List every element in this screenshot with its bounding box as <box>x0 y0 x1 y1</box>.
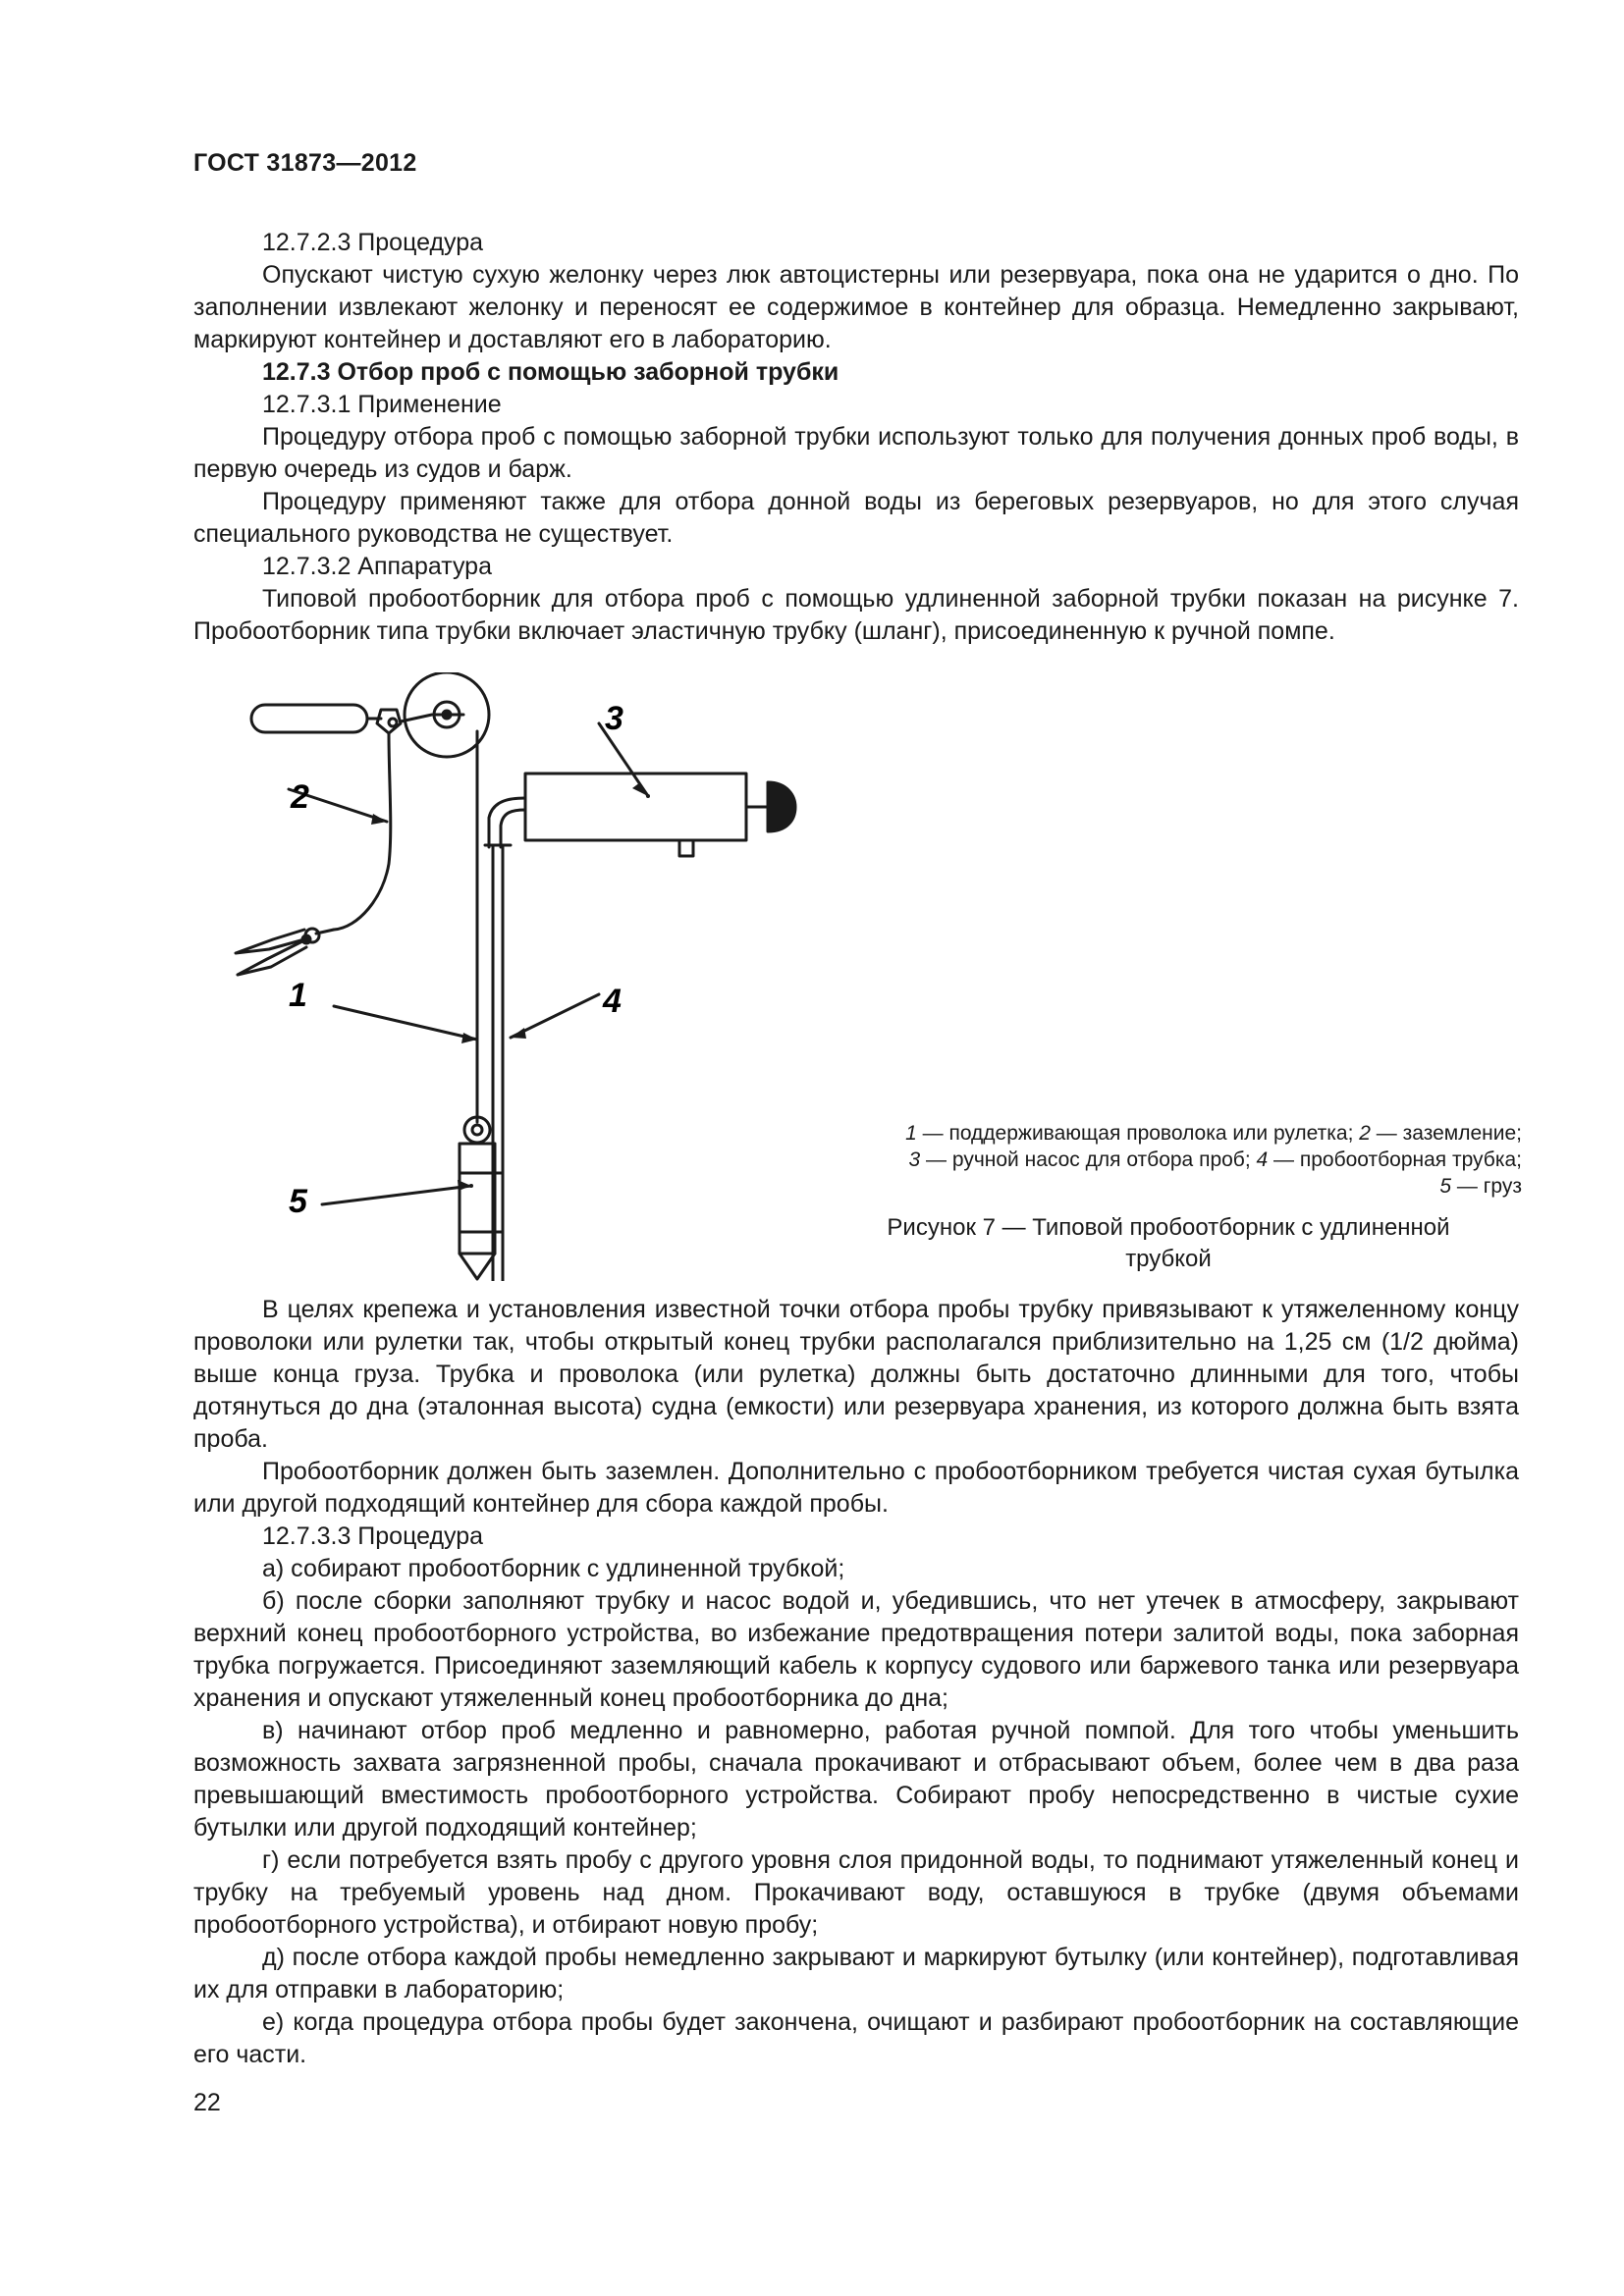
paragraph: д) после отбора каждой пробы немедленно закрывают и маркируют бутылку (или контейнер), подготавливая их для отправки в лабораторию; <box>193 1944 1519 2003</box>
figure-label-1: 1 <box>289 977 307 1014</box>
body-text-bottom <box>193 1294 1519 2071</box>
figure-label-4: 4 <box>603 983 622 1020</box>
paragraph: 12.7.3.3 Процедура <box>262 1522 484 1550</box>
legend-num: 4 <box>1256 1148 1269 1171</box>
paragraph: Опускают чистую сухую желонку через люк автоцистерны или резервуара, пока она не ударится о дно. По заполнении извлекают желонку и переносят ее содержимое в контейнер для образца. Немедленно закрывают, маркируют контейнер и доставляют его в лабораторию. <box>193 261 1519 353</box>
hand-pump <box>525 774 746 840</box>
legend-text: — ручной насос для отбора проб; <box>920 1148 1257 1171</box>
legend-num: 2 <box>1359 1122 1371 1145</box>
legend-text: — пробоотборная трубка; <box>1268 1148 1522 1171</box>
figure-legend <box>815 1120 1522 1200</box>
paragraph: Процедуру отбора проб с помощью заборной трубки используют только для получения донных проб воды, в первую очередь из судов и барж. <box>193 423 1519 483</box>
paragraph: В целях крепежа и установления известной точки отбора пробы трубку привязывают к утяжеленному концу проволоки или рулетки так, чтобы открытый конец трубки располагался приблизительно на 1,25 см (1/2 дюйма) выше конца груза. Трубка и проволока (или рулетка) должны быть достаточно длинными для того, чтобы дотянуться до дна (эталонная высота) судна (емкости) или резервуара хранения, из которого должна быть взята проба. <box>193 1296 1519 1453</box>
ground-cable <box>334 733 391 930</box>
paragraph: 12.7.2.3 Процедура <box>262 229 484 256</box>
reel-handle <box>251 705 367 732</box>
legend-text: — груз <box>1451 1175 1522 1198</box>
page-number: 22 <box>193 2089 221 2116</box>
paragraph: а) собирают пробоотборник с удлиненной трубкой; <box>262 1555 845 1582</box>
figure-caption: Рисунок 7 — Типовой пробоотборник с удлиненной трубкой <box>887 1214 1450 1272</box>
paragraph: Типовой пробоотборник для отбора проб с помощью удлиненной заборной трубки показан на рисунке 7. Пробоотборник типа трубки включает эластичную трубку (шланг), присоединенную к ручной помпе. <box>193 585 1519 645</box>
paragraph: б) после сборки заполняют трубку и насос водой и, убедившись, что нет утечек в атмосферу, закрывают верхний конец пробоотборного устройства, во избежание предотвращения потери залитой воды, пока заборная трубка погружается. Присоединяют заземляющий кабель к корпусу судового или баржевого танка или резервуара хранения и опускают утяжеленный конец пробоотборника до дна; <box>193 1587 1519 1712</box>
legend-num: 5 <box>1439 1175 1452 1198</box>
figure-label-3: 3 <box>605 700 623 737</box>
paragraph: е) когда процедура отбора пробы будет закончена, очищают и разбирают пробоотборник на составляющие его части. <box>193 2008 1519 2068</box>
weight <box>460 1144 495 1254</box>
paragraph: г) если потребуется взять пробу с другого уровня слоя придонной воды, то поднимают утяжеленный конец и трубку на требуемый уровень над дном. Прокачивают воду, оставшуюся в трубке (двумя объемами пробоотборного устройства), и отбирают новую пробу; <box>193 1846 1519 1939</box>
paragraph: 12.7.3.1 Применение <box>262 391 502 418</box>
section-heading: 12.7.3 Отбор проб с помощью заборной трубки <box>262 358 839 386</box>
legend-num: 1 <box>905 1122 917 1145</box>
paragraph: 12.7.3.2 Аппаратура <box>262 553 492 580</box>
paragraph: Пробоотборник должен быть заземлен. Дополнительно с пробоотборником требуется чистая сухая бутылка или другой подходящий контейнер для сбора каждой пробы. <box>193 1458 1519 1518</box>
document-code-header: ГОСТ 31873—2012 <box>193 149 417 177</box>
figure-label-5: 5 <box>289 1183 307 1220</box>
paragraph: Процедуру применяют также для отбора донной воды из береговых резервуаров, но для этого случая специального руководства не существует. <box>193 488 1519 548</box>
legend-text: — заземление; <box>1370 1122 1522 1145</box>
legend-text: — поддерживающая проволока или рулетка; <box>916 1122 1360 1145</box>
legend-num: 3 <box>908 1148 921 1171</box>
sampler-figure <box>187 672 854 1281</box>
figure-label-2: 2 <box>291 778 309 816</box>
body-text-top <box>193 227 1519 648</box>
paragraph: в) начинают отбор проб медленно и равномерно, работая ручной помпой. Для того чтобы уменьшить возможность захвата загрязненной пробы, сначала прокачивают и отбрасывают объем, более чем в два раза превышающий вместимость пробоотборного устройства. Собирают пробу непосредственно в чистые сухие бутылки или другой подходящий контейнер; <box>193 1717 1519 1842</box>
